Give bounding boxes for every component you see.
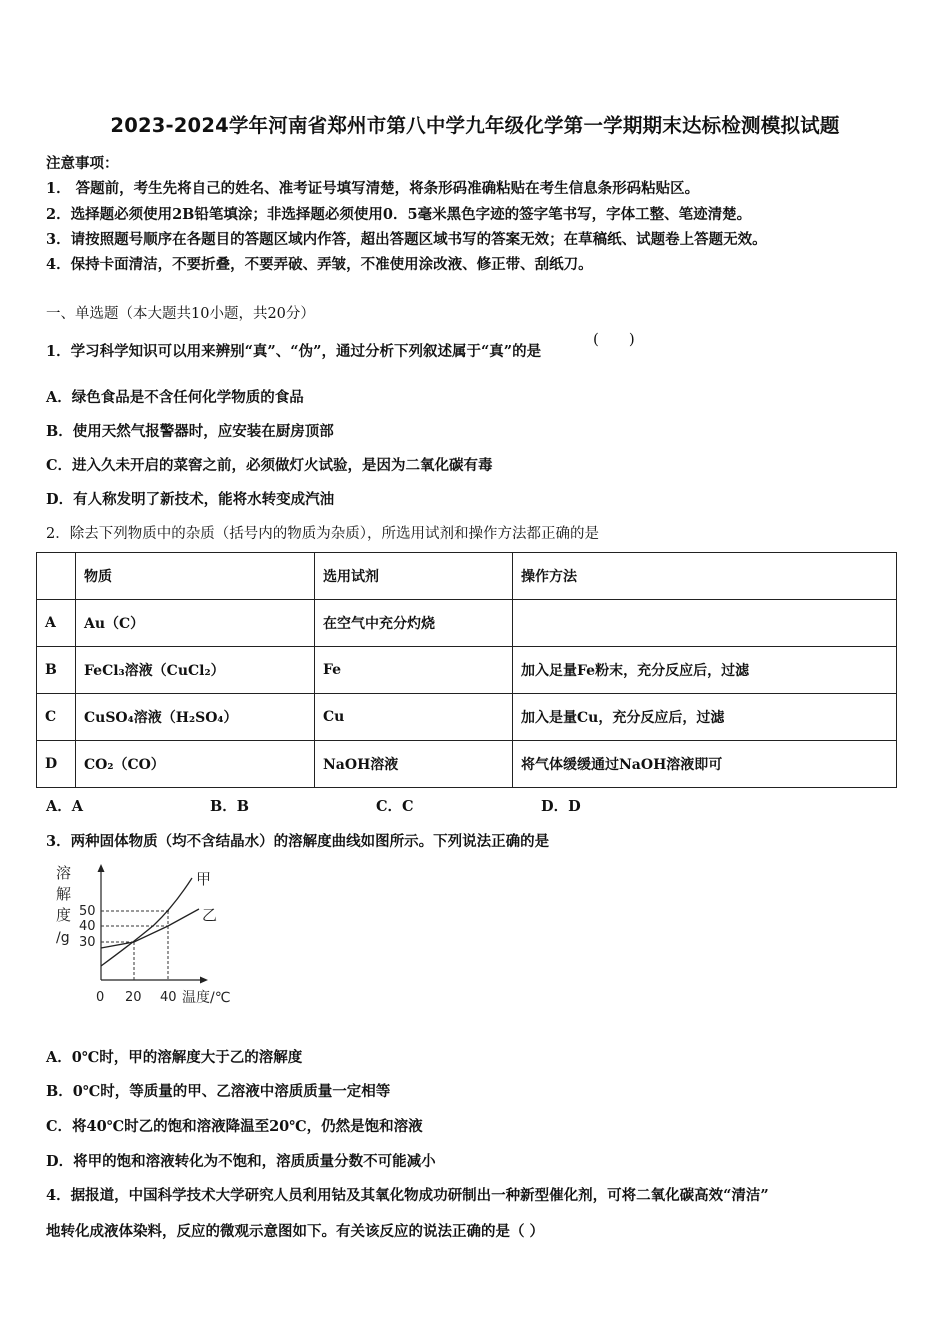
- table-header-cell: 操作方法: [513, 553, 897, 600]
- q3-option-d: D．将甲的饱和溶液转化为不饱和，溶质质量分数不可能减小: [46, 1153, 436, 1170]
- graph-ytick: 50: [79, 904, 96, 919]
- graph-ytick: 30: [79, 935, 96, 950]
- graph-xlabel: 温度/℃: [182, 990, 231, 1006]
- q2-answer-d: D．D: [541, 798, 581, 815]
- q4-stem-line2: 地转化成液体染料，反应的微观示意图如下。有关该反应的说法正确的是（ ）: [46, 1223, 545, 1240]
- table-cell: 加入足量Fe粉末，充分反应后，过滤: [513, 647, 897, 694]
- table-cell: Fe: [315, 647, 513, 694]
- table-row: [37, 694, 897, 741]
- notice-item: 1． 答题前，考生先将自己的姓名、准考证号填写清楚，将条形码准确粘贴在考生信息条形码粘贴区。: [46, 180, 700, 197]
- table-cell: NaOH溶液: [315, 741, 513, 788]
- table-cell: FeCl₃溶液（CuCl₂）: [76, 647, 315, 694]
- y-axis-arrow: [98, 864, 105, 872]
- graph-xtick: 40: [160, 990, 177, 1005]
- page-title: 2023-2024学年河南省郑州市第八中学九年级化学第一学期期末达标检测模拟试题: [110, 114, 840, 137]
- q2-table: [36, 552, 897, 788]
- table-cell: 在空气中充分灼烧: [315, 600, 513, 647]
- table-row: [37, 600, 897, 647]
- graph-ylabel: 度: [56, 906, 72, 924]
- notice-item: 4．保持卡面清洁，不要折叠，不要弄破、弄皱，不准使用涂改液、修正带、刮纸刀。: [46, 256, 593, 273]
- notice-item: 3．请按照题号顺序在各题目的答题区域内作答，超出答题区域书写的答案无效；在草稿纸、试题卷上答题无效。: [46, 231, 767, 248]
- table-header-cell: [37, 553, 76, 600]
- notice-heading: 注意事项：: [46, 155, 119, 172]
- q1-option-a: A．绿色食品是不含任何化学物质的食品: [46, 389, 304, 406]
- table-cell: Au（C）: [76, 600, 315, 647]
- table-cell: 将气体缓缓通过NaOH溶液即可: [513, 741, 897, 788]
- table-cell: CuSO₄溶液（H₂SO₄）: [76, 694, 315, 741]
- curve-jia: [101, 878, 192, 966]
- q1-option-b: B．使用天然气报警器时，应安装在厨房顶部: [46, 423, 334, 440]
- graph-ytick: 40: [79, 919, 96, 934]
- table-cell: B: [37, 647, 76, 694]
- q1-answer-blank: ( ): [593, 330, 635, 348]
- table-cell: CO₂（CO）: [76, 741, 315, 788]
- table-cell: 加入是量Cu，充分反应后，过滤: [513, 694, 897, 741]
- q2-answer-c: C．C: [376, 798, 414, 815]
- graph-ylabel: 解: [56, 885, 72, 903]
- table-cell: C: [37, 694, 76, 741]
- q4-stem-line1: 4．据报道，中国科学技术大学研究人员利用钴及其氧化物成功研制出一种新型催化剂，可将二氧化碳高效“清洁”: [46, 1187, 769, 1204]
- q3-option-a: A．0℃时，甲的溶解度大于乙的溶解度: [46, 1049, 303, 1066]
- graph-ylabel: 溶: [56, 864, 72, 882]
- q1-stem: 1．学习科学知识可以用来辨别“真”、“伪”，通过分析下列叙述属于“真”的是: [46, 343, 542, 360]
- solubility-graph: [50, 862, 250, 1010]
- x-axis-arrow: [200, 977, 208, 984]
- table-row: [37, 647, 897, 694]
- q1-option-d: D．有人称发明了新技术，能将水转变成汽油: [46, 491, 335, 508]
- q3-option-c: C．将40℃时乙的饱和溶液降温至20℃，仍然是饱和溶液: [46, 1118, 423, 1135]
- q3-option-b: B．0℃时，等质量的甲、乙溶液中溶质质量一定相等: [46, 1083, 391, 1100]
- table-cell: D: [37, 741, 76, 788]
- q1-option-c: C．进入久未开启的菜窖之前，必须做灯火试验，是因为二氧化碳有毒: [46, 457, 493, 474]
- q3-stem: 3．两种固体物质（均不含结晶水）的溶解度曲线如图所示。下列说法正确的是: [46, 833, 550, 850]
- q2-stem: 2．除去下列物质中的杂质（括号内的物质为杂质），所选用试剂和操作方法都正确的是: [46, 526, 599, 542]
- graph-xtick: 0: [96, 990, 105, 1005]
- table-cell: [513, 600, 897, 647]
- table-cell: Cu: [315, 694, 513, 741]
- q2-answer-b: B．B: [210, 798, 250, 815]
- graph-xtick: 20: [125, 990, 142, 1005]
- series-label-jia: 甲: [196, 870, 212, 888]
- table-row: [37, 741, 897, 788]
- q2-answer-a: A．A: [46, 798, 84, 815]
- notice-item: 2．选择题必须使用2B铅笔填涂；非选择题必须使用0．5毫米黑色字迹的签字笔书写，字体工整、笔迹清楚。: [46, 206, 752, 223]
- table-header-cell: 物质: [76, 553, 315, 600]
- table-cell: A: [37, 600, 76, 647]
- section-heading: 一、单选题（本大题共10小题，共20分）: [46, 306, 315, 322]
- table-header-row: [37, 553, 897, 600]
- series-label-yi: 乙: [202, 906, 218, 924]
- table-header-cell: 选用试剂: [315, 553, 513, 600]
- graph-ylabel: /g: [56, 930, 70, 946]
